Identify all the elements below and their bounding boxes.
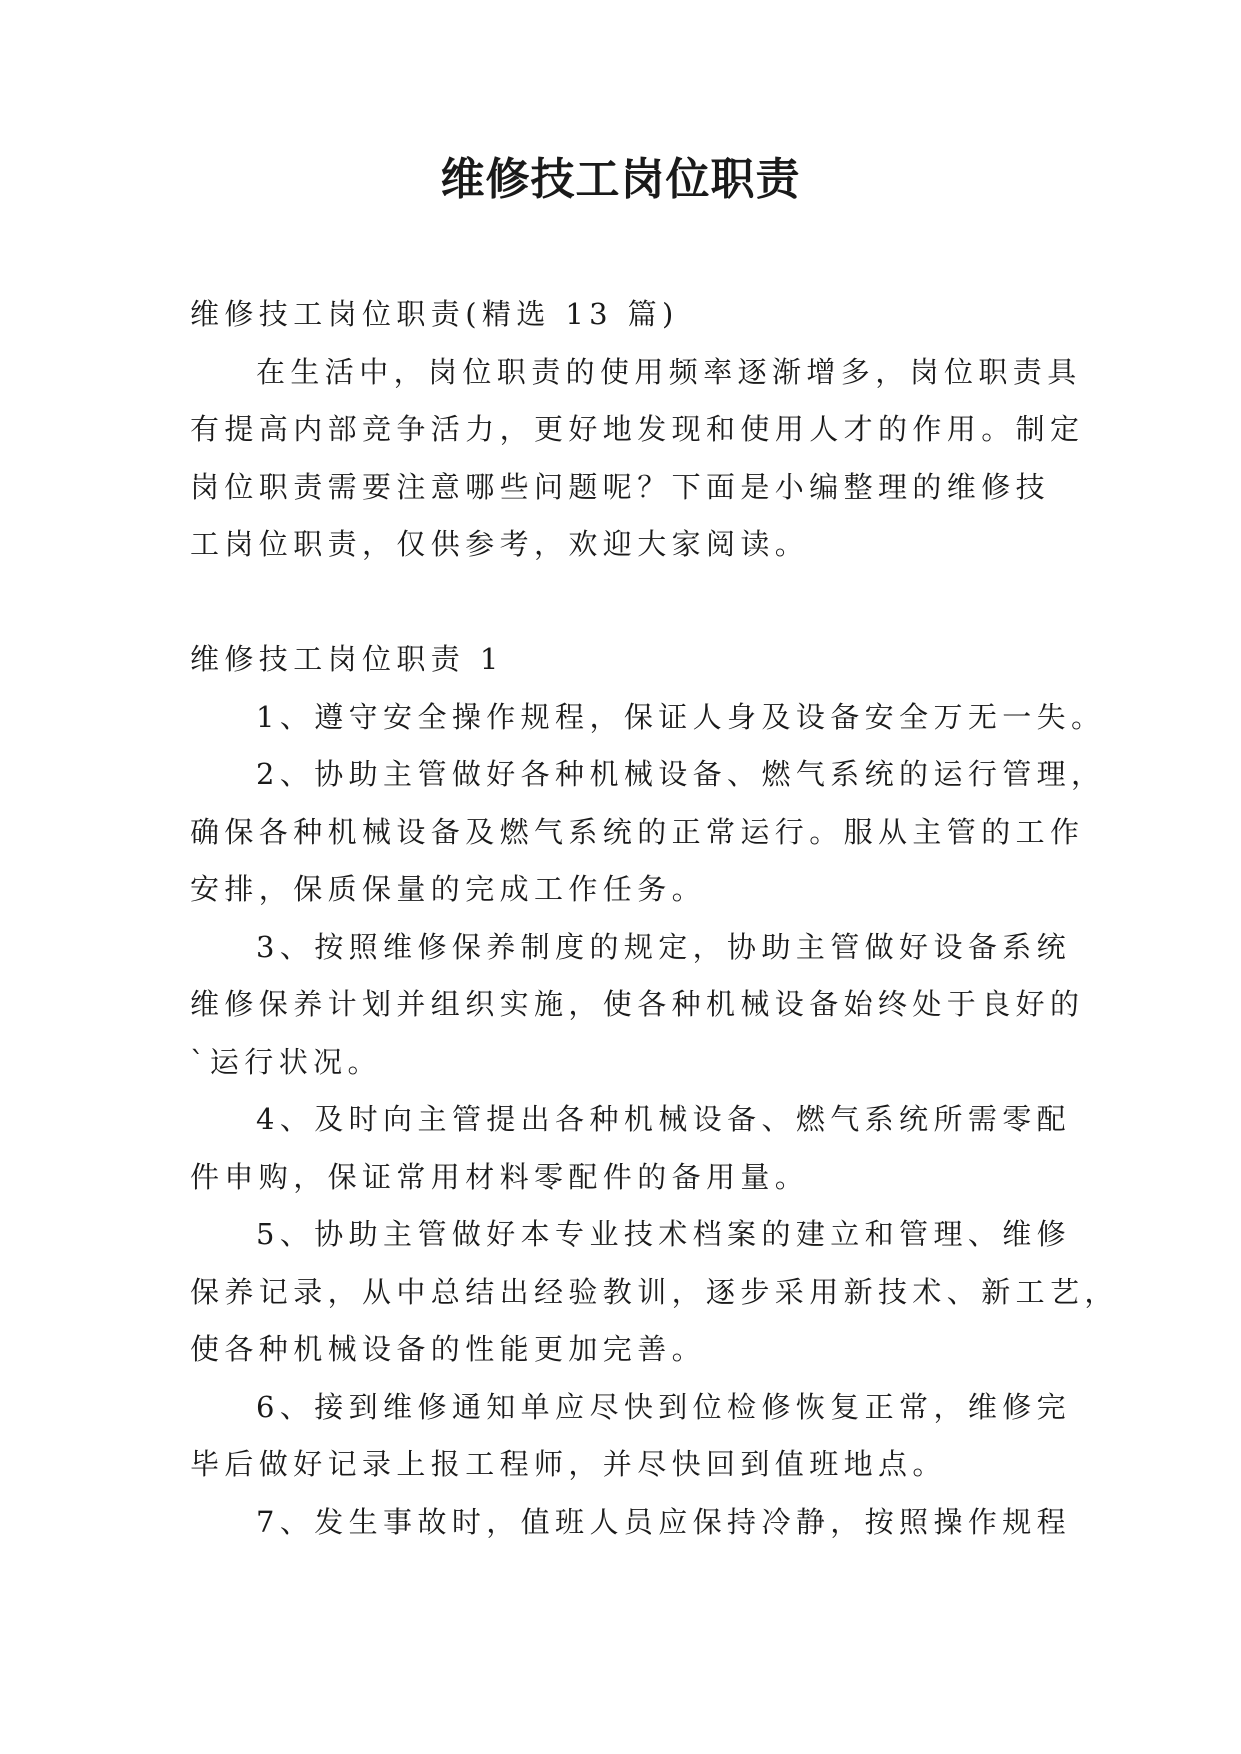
duty-line: 7、发生事故时，值班人员应保持冷静，按照操作规程 <box>256 1504 1072 1539</box>
intro-line: 岗位职责需要注意哪些问题呢？下面是小编整理的维修技 <box>190 469 1051 504</box>
section-heading: 维修技工岗位职责 1 <box>190 642 504 676</box>
duty-item-5 <box>190 1206 1119 1379</box>
duty-line: 确保各种机械设备及燃气系统的正常运行。服从主管的工作 <box>190 814 1085 849</box>
duty-line: 6、接到维修通知单应尽快到位检修恢复正常，维修完 <box>256 1389 1072 1424</box>
intro-line: 工岗位职责，仅供参考，欢迎大家阅读。 <box>190 527 810 561</box>
intro-line: 在生活中，岗位职责的使用频率逐渐增多，岗位职责具 <box>256 354 1082 389</box>
duty-item-1 <box>190 689 1106 747</box>
intro-paragraph <box>190 344 1085 574</box>
duty-line: 4、及时向主管提出各种机械设备、燃气系统所需零配 <box>256 1102 1072 1136</box>
intro-line: 有提高内部竞争活力，更好地发现和使用人才的作用。制定 <box>190 412 1085 446</box>
duty-line: 安排，保质保量的完成工作任务。 <box>190 872 707 906</box>
duty-item-4 <box>190 1091 1070 1206</box>
document-subtitle: 维修技工岗位职责(精选 13 篇) <box>190 297 679 331</box>
duty-line: 3、按照维修保养制度的规定，协助主管做好设备系统 <box>256 929 1072 964</box>
duty-item-6 <box>190 1379 1070 1494</box>
duty-line: 1、遵守安全操作规程，保证人身及设备安全万无一失。 <box>256 699 1106 734</box>
duty-item-2 <box>190 746 1106 919</box>
duty-line: 维修保养计划并组织实施，使各种机械设备始终处于良好的 <box>190 987 1085 1021</box>
duty-item-7 <box>190 1494 1070 1552</box>
duty-item-3 <box>190 919 1085 1092</box>
duty-line: 毕后做好记录上报工程师，并尽快回到值班地点。 <box>190 1447 947 1481</box>
document-body <box>190 286 1119 1551</box>
duty-line: `运行状况。 <box>190 1044 382 1079</box>
duty-line: 5、协助主管做好本专业技术档案的建立和管理、维修 <box>256 1217 1072 1251</box>
document-title: 维修技工岗位职责 <box>440 154 801 205</box>
duty-line: 保养记录，从中总结出经验教训，逐步采用新技术、新工艺， <box>190 1274 1119 1309</box>
duty-line: 2、协助主管做好各种机械设备、燃气系统的运行管理， <box>256 757 1106 791</box>
duty-line: 使各种机械设备的性能更加完善。 <box>190 1332 707 1366</box>
duty-line: 件申购，保证常用材料零配件的备用量。 <box>190 1159 810 1194</box>
paragraph-spacer <box>190 574 1070 632</box>
